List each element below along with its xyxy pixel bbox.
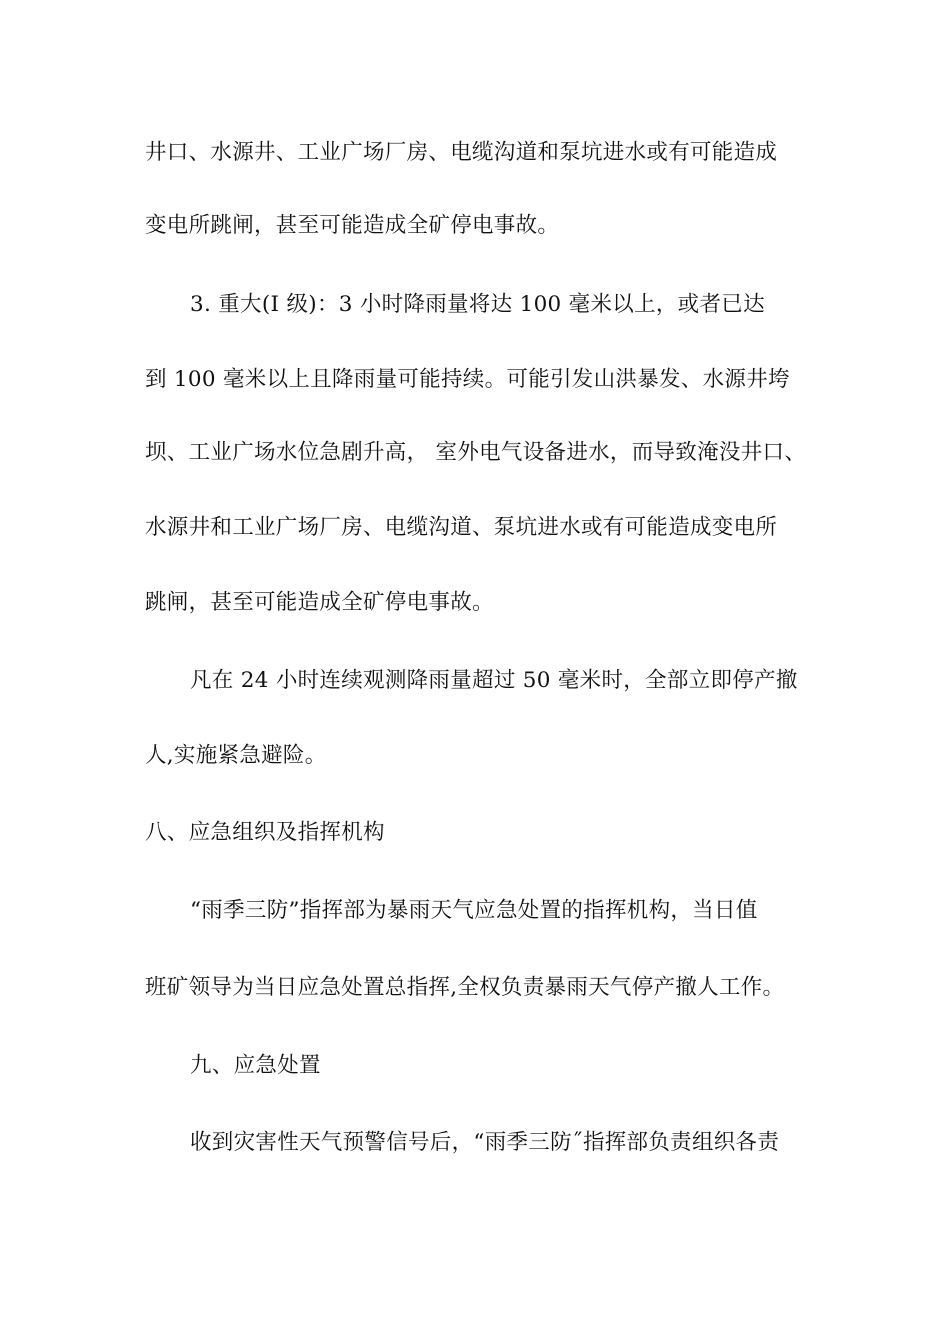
paragraph-line-14: 收到灾害性天气预警信号后，“雨季三防˝指挥部负责组织各责 — [190, 1130, 780, 1155]
paragraph-line-4: 到 100 毫米以上且降雨量可能持续。可能引发山洪暴发、水源井垮 — [145, 367, 790, 392]
paragraph-line-2: 变电所跳闸，甚至可能造成全矿停电事故。 — [145, 213, 560, 238]
section-heading-8: 八、应急组织及指挥机构 — [145, 820, 385, 845]
paragraph-line-7: 跳闸，甚至可能造成全矿停电事故。 — [145, 590, 494, 615]
paragraph-line-11: “雨季三防”指挥部为暴雨天气应急处置的指挥机构，当日值 — [190, 898, 758, 923]
paragraph-line-9: 人,实施紧急避险。 — [145, 743, 327, 768]
section-heading-9: 九、应急处置 — [190, 1053, 321, 1078]
paragraph-line-12: 班矿领导为当日应急处置总指挥,全权负责暴雨天气停产撤人工作。 — [145, 975, 785, 1000]
paragraph-line-1: 井口、水源井、工业广场厂房、电缆沟道和泵坑进水或有可能造成 — [145, 140, 778, 165]
level-1-heading-line: 3. 重大(Ⅰ 级)：3 小时降雨量将达 100 毫米以上，或者已达 — [190, 292, 765, 317]
paragraph-line-8: 凡在 24 小时连续观测降雨量超过 50 毫米时，全部立即停产撤 — [190, 668, 798, 693]
paragraph-line-6: 水源井和工业广场厂房、电缆沟道、泵坑进水或有可能造成变电所 — [145, 515, 778, 540]
paragraph-line-5: 坝、工业广场水位急剧升高， 室外电气设备进水，而导致淹没井口、 — [145, 440, 807, 465]
